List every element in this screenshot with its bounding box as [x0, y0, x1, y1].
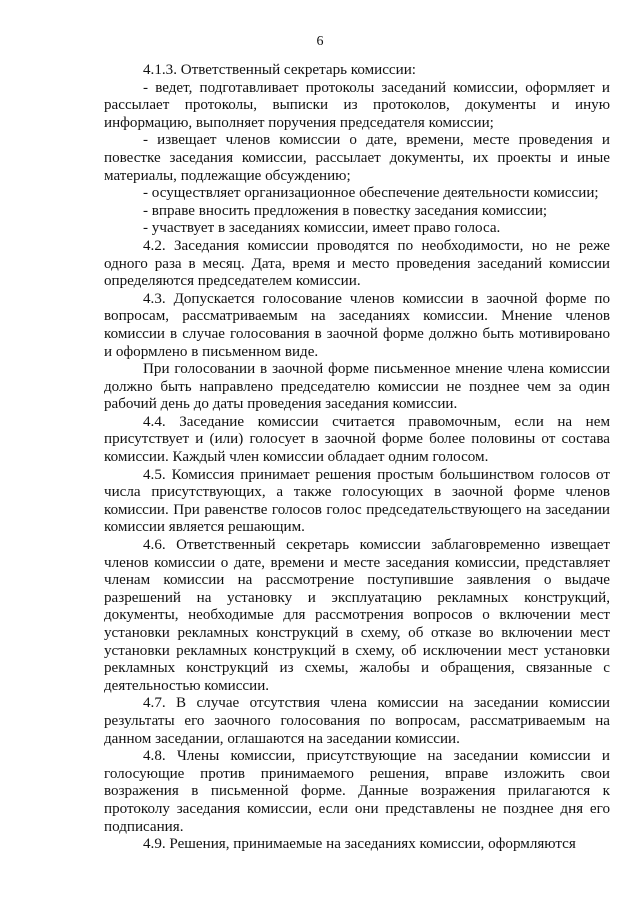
paragraph-4-6: 4.6. Ответственный секретарь комиссии заблаговременно извещает членов комиссии о дате, времени и месте заседания комиссии, представляет членам комиссии на рассмотрение поступившие заявления о выдаче разрешений на установку и эксплуатацию рекламных конструкций, документы, необходимые для рассмотрения вопросов о включении мест установки рекламных конструкций в схему, об отказе во включении мест установки рекламных конструкций в схему, об исключении мест установки рекламных конструкций из схемы, жалобы и обращения, связанные с деятельностью комиссии.	[104, 537, 610, 694]
paragraph-4-7: 4.7. В случае отсутствия члена комиссии на заседании комиссии результаты его заочного голосования по вопросам, рассматриваемым на данном заседании, оглашаются на заседании комиссии.	[104, 695, 610, 747]
paragraph-secretary-duty-vote: - участвует в заседаниях комиссии, имеет право голоса.	[143, 220, 501, 237]
paragraph-4-4: 4.4. Заседание комиссии считается правомочным, если на нем присутствует и (или) голосует в заочной форме более половины от состава комиссии. Каждый член комиссии обладает одним голосом.	[104, 413, 610, 466]
paragraph-absentee-vote: При голосовании в заочной форме письменное мнение члена комиссии должно быть направлено председателю комиссии не позднее чем за один рабочий день до даты проведения заседания комиссии.	[104, 361, 610, 413]
paragraph-4-3: 4.3. Допускается голосование членов комиссии в заочной форме по вопросам, рассматриваемым на заседаниях комиссии. Мнение членов комиссии в случае голосования в заочной форме должно быть мотивировано и оформлено в письменном виде.	[104, 290, 610, 360]
paragraph-4-5: 4.5. Комиссия принимает решения простым большинством голосов от числа присутствующих, а также голосующих в заочной форме членов комиссии. При равенстве голосов голос председательствующего на заседании комиссии является решающим.	[104, 466, 610, 536]
paragraph-4-8: 4.8. Члены комиссии, присутствующие на заседании комиссии и голосующие против принимаемого решения, вправе изложить свои возражения в письменной форме. Данные возражения прилагаются к протоколу заседания комиссии, если они представлены не позднее дня его подписания.	[104, 748, 610, 835]
paragraph-4-1-3-heading: 4.1.3. Ответственный секретарь комиссии:	[143, 62, 416, 78]
paragraph-secretary-duty-organize: - осуществляет организационное обеспечение деятельности комиссии;	[143, 185, 599, 202]
paragraph-4-9: 4.9. Решения, принимаемые на заседаниях комиссии, оформляются	[143, 836, 576, 853]
paragraph-4-2: 4.2. Заседания комиссии проводятся по необходимости, но не реже одного раза в месяц. Дата, время и место проведения заседаний комиссии определяются председателем комиссии.	[104, 237, 610, 290]
paragraph-secretary-duty-notify: - извещает членов комиссии о дате, времени, месте проведения и повестке заседания комиссии, рассылает документы, их проекты и иные материалы, подлежащие обсуждению;	[104, 132, 610, 184]
paragraph-secretary-duty-agenda: - вправе вносить предложения в повестку заседания комиссии;	[143, 202, 548, 219]
page-number: 6	[316, 34, 324, 49]
document-body	[104, 62, 610, 854]
paragraph-secretary-duty-protocols: - ведет, подготавливает протоколы заседаний комиссии, оформляет и рассылает протоколы, выписки из протоколов, документы и иную информацию, выполняет поручения председателя комиссии;	[104, 79, 610, 131]
